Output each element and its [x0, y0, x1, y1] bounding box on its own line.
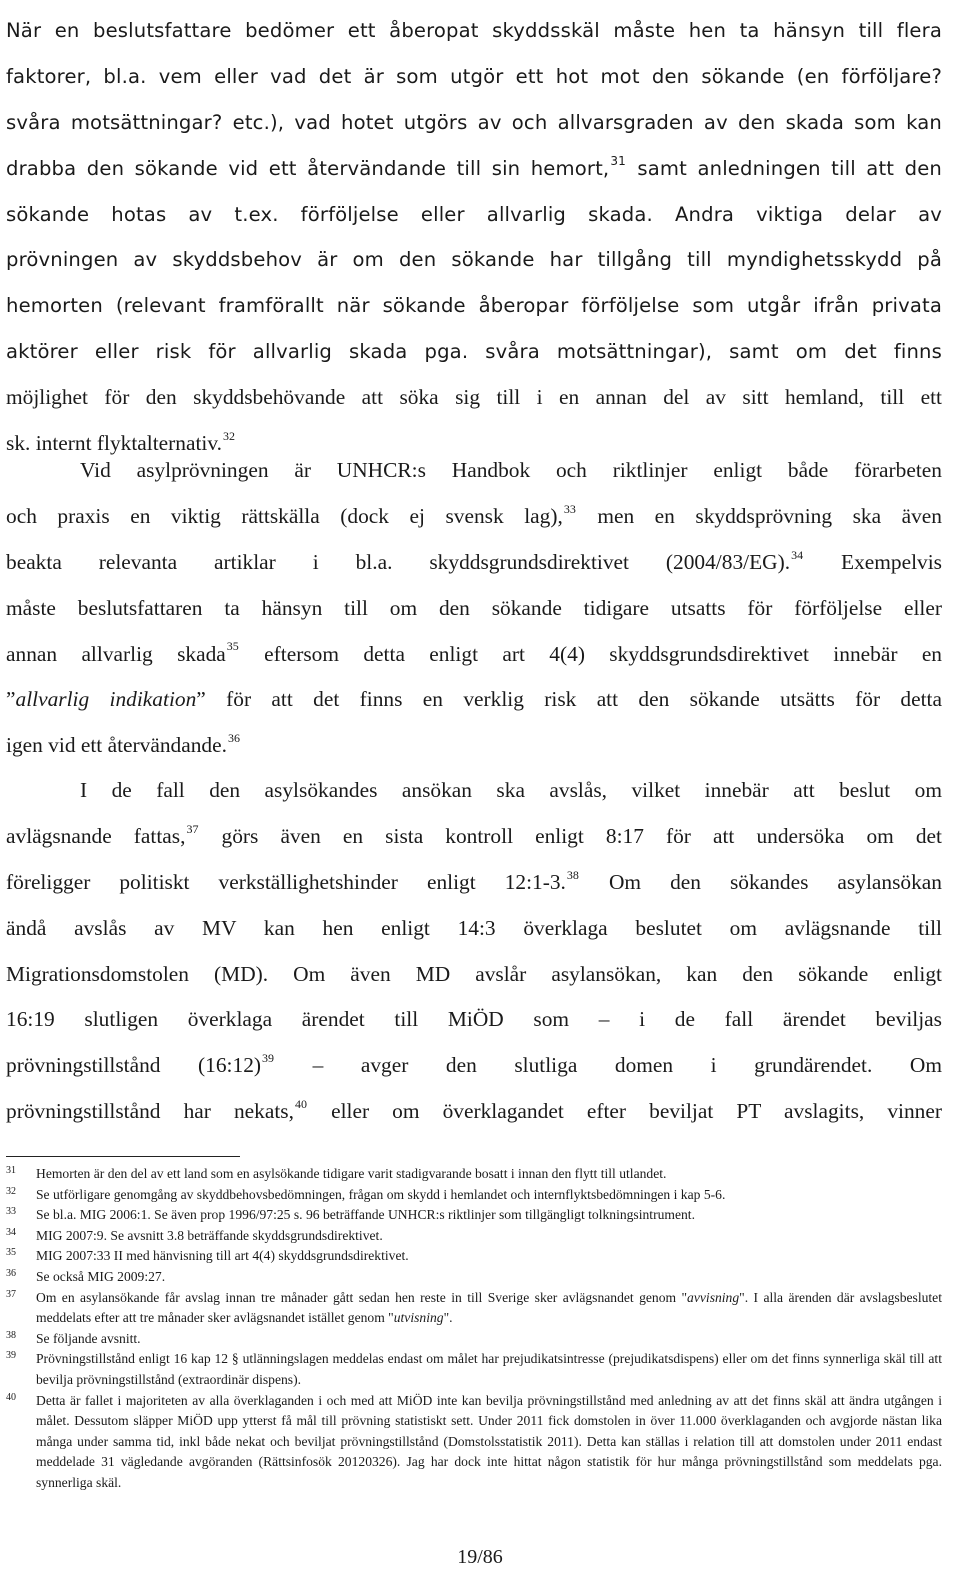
text-span: prövningstillstånd (16:12)	[6, 1053, 262, 1078]
text-line	[6, 494, 942, 540]
text-span: prövningstillstånd har nekats,	[6, 1099, 294, 1124]
paragraph-2	[6, 448, 942, 769]
footnote-text	[36, 1288, 942, 1329]
text-span: Exempelvis	[804, 549, 942, 574]
footnote-text: Se följande avsnitt.	[36, 1330, 141, 1346]
text-span: Om en asylansökande får avslag innan tre månader gått sedan hen reste in till Sverige sker avlägsnandet genom "	[36, 1289, 688, 1305]
text-line	[6, 146, 942, 192]
text-line	[6, 632, 942, 678]
text-line: svåra motsättningar? etc.), vad hotet utgörs av och allvarsgraden av den skada som kan	[6, 110, 942, 134]
footnote-ref[interactable]: 33	[563, 501, 576, 516]
footnote-ref[interactable]: 34	[791, 547, 804, 562]
text-line: När en beslutsfattare bedömer ett åberopat skyddsskäl måste hen ta hänsyn till flera	[6, 19, 942, 42]
text-span: avlägsnande fattas,	[6, 823, 186, 848]
footnote	[6, 1349, 942, 1390]
text-line	[6, 1043, 942, 1089]
footnote-number: 38	[6, 1329, 16, 1341]
footnote-ref[interactable]: 32	[223, 428, 236, 443]
footnote	[6, 1185, 942, 1206]
footnote-number: 39	[6, 1350, 16, 1362]
text-span: drabba den sökande vid ett återvändande till sin hemort,	[6, 156, 610, 180]
footnote	[6, 1205, 942, 1226]
footnote-text: MIG 2007:9. Se avsnitt 3.8 beträffande skyddsgrundsdirektivet.	[36, 1227, 383, 1243]
footnote-number: 37	[6, 1288, 16, 1300]
italic-text: avvisning	[687, 1289, 740, 1305]
text-line	[6, 723, 942, 769]
footnote-number: 36	[6, 1267, 16, 1279]
text-line: ändå avslås av MV kan hen enligt 14:3 överklaga beslutet om avlägsnande till	[6, 915, 942, 940]
text-span: igen vid ett återvändande.	[6, 733, 227, 758]
footnote-text: Hemorten är den del av ett land som en asylsökande tidigare varit stadigvarande bosatt i innan den flytt till utlandet.	[36, 1166, 667, 1181]
paragraph-1	[6, 8, 942, 375]
paragraph-3	[6, 768, 942, 1135]
text-span: ". I alla ärenden där avslagsbeslutet meddelats efter att tre månader sker avlägsnandet istället genom "	[36, 1289, 942, 1326]
footnotes	[6, 1164, 942, 1494]
footnote	[6, 1226, 942, 1247]
text-line: måste beslutsfattaren ta hänsyn till om den sökande tidigare utsatts för förföljelse eller	[6, 595, 942, 620]
text-span: Om den sökandes asylansökan	[579, 869, 942, 894]
text-span: eller om överklagandet efter beviljat PT avslagits, vinner	[307, 1099, 942, 1124]
text-line: hemorten (relevant framförallt när sökande åberopar förföljelse som utgår ifrån privata	[6, 294, 942, 318]
text-span: men en skyddsprövning ska även	[576, 503, 942, 528]
footnote-number: 40	[6, 1391, 16, 1403]
text-line: faktorer, bl.a. vem eller vad det är som utgör ett hot mot den sökande (en förföljare?	[6, 64, 942, 88]
footnote-ref[interactable]: 39	[262, 1051, 275, 1066]
footnote-number: 34	[6, 1226, 16, 1238]
footnote-text: Se utförligare genomgång av skyddbehovsbedömningen, frågan om skydd i hemlandet och internflyktsbedömningen i kap 5-6.	[36, 1186, 726, 1202]
footnote	[6, 1391, 942, 1494]
text-span: annan allvarlig skada	[6, 641, 226, 666]
page-number: 19/86	[457, 1546, 503, 1568]
text-span: ” för att det finns en verklig risk att den sökande utsätts för detta	[196, 687, 942, 712]
text-line: I de fall den asylsökandes ansökan ska avslås, vilket innebär att beslut om	[80, 778, 942, 802]
footnote-ref[interactable]: 37	[186, 821, 199, 836]
footnote	[6, 1267, 942, 1288]
text-span: eftersom detta enligt art 4(4) skyddsgrundsdirektivet innebär en	[239, 641, 943, 666]
footnote-ref[interactable]: 31	[610, 154, 626, 169]
footnote	[6, 1246, 942, 1267]
text-line: möjlighet för den skyddsbehövande att söka sig till i en annan del av sitt hemland, till ett	[6, 385, 942, 409]
text-span: görs även en sista kontroll enligt 8:17 för att undersöka om det	[199, 823, 942, 848]
text-line: Vid asylprövningen är UNHCR:s Handbok och riktlinjer enligt både förarbeten	[80, 458, 942, 482]
text-span: ".	[443, 1310, 453, 1326]
footnote-ref[interactable]: 38	[566, 867, 579, 882]
text-span: sk. internt flyktalternativ.	[6, 430, 223, 455]
text-line: Migrationsdomstolen (MD). Om även MD avslår asylansökan, kan den sökande enligt	[6, 961, 942, 986]
text-span: samt anledningen till att den	[626, 156, 942, 180]
footnote-text: Prövningstillstånd enligt 16 kap 12 § utlänningslagen meddelas endast om målet har prejudikatsintresse (prejudikatsdispens) eller om det finns synnerliga skäl till att bevilja prövningstillstånd (extraordinär dispens).	[36, 1351, 942, 1387]
footnote-text: MIG 2007:33 II med hänvisning till art 4(4) skyddsgrundsdirektivet.	[36, 1248, 409, 1264]
footnote-ref[interactable]: 40	[294, 1097, 307, 1112]
footnote-number: 35	[6, 1247, 16, 1259]
text-line	[6, 1089, 942, 1135]
text-line	[6, 540, 942, 586]
footnote-ref[interactable]: 35	[226, 639, 239, 654]
footnote-number: 33	[6, 1206, 16, 1218]
text-span: ”	[6, 687, 16, 712]
text-line	[6, 814, 942, 860]
footnote-number: 31	[6, 1165, 16, 1176]
footnote-text: Se också MIG 2009:27.	[36, 1268, 166, 1284]
text-span: föreligger politiskt verkställighetshinder enligt 12:1-3.	[6, 869, 566, 894]
footnote-separator	[6, 1156, 240, 1157]
text-span: och praxis en viktig rättskälla (dock ej svensk lag),	[6, 503, 563, 528]
text-line: 16:19 slutligen överklaga ärendet till MiÖD som – i de fall ärendet beviljas	[6, 1007, 942, 1032]
text-line	[6, 860, 942, 906]
text-line	[6, 677, 942, 723]
footnote	[6, 1329, 942, 1350]
footnote	[6, 1288, 942, 1329]
italic-text: allvarlig indikation	[15, 687, 197, 712]
italic-text: utvisning	[393, 1310, 444, 1326]
text-line: aktörer eller risk för allvarlig skada pga. svåra motsättningar), samt om det finns	[6, 340, 942, 364]
text-span: – avger den slutliga domen i grundärendet. Om	[275, 1053, 942, 1078]
footnote-text: Detta är fallet i majoriteten av alla överklaganden i och med att MiÖD inte kan bevilja prövningstillstånd med anledning av att det finns skäl att ändra utgången i målet. Dessutom släpper MiÖD upp ytterst få mål till prövning statistiskt sett. Under 2011 fick domstolen in över 11.000 överklaganden och avgjorde nästan lika många under samma tid, inkl både nekat och beviljat prövningstillstånd (Domstolsstatistik 2011). Detta kan ställas i relation till att domstolen under 2011 endast meddelade 31 vägledande avgöranden (Rättsinfosök 20120326). Jag har dock inte hittat någon statistik för hur många prövningstillstånd som meddelats pga. synnerliga skäl.	[36, 1392, 942, 1490]
footnote-text: Se bl.a. MIG 2006:1. Se även prop 1996/97:25 s. 96 beträffande UNHCR:s riktlinjer som tillgängligt tolkningsintrument.	[36, 1207, 695, 1223]
footnote-number: 32	[6, 1185, 16, 1197]
text-line: sökande hotas av t.ex. förföljelse eller allvarlig skada. Andra viktiga delar av	[6, 202, 942, 226]
footnote-ref[interactable]: 36	[227, 731, 240, 746]
footnote	[6, 1164, 942, 1185]
text-line: prövningen av skyddsbehov är om den sökande har tillgång till myndighetsskydd på	[6, 248, 942, 272]
text-span: beakta relevanta artiklar i bl.a. skyddsgrundsdirektivet (2004/83/EG).	[6, 549, 791, 574]
